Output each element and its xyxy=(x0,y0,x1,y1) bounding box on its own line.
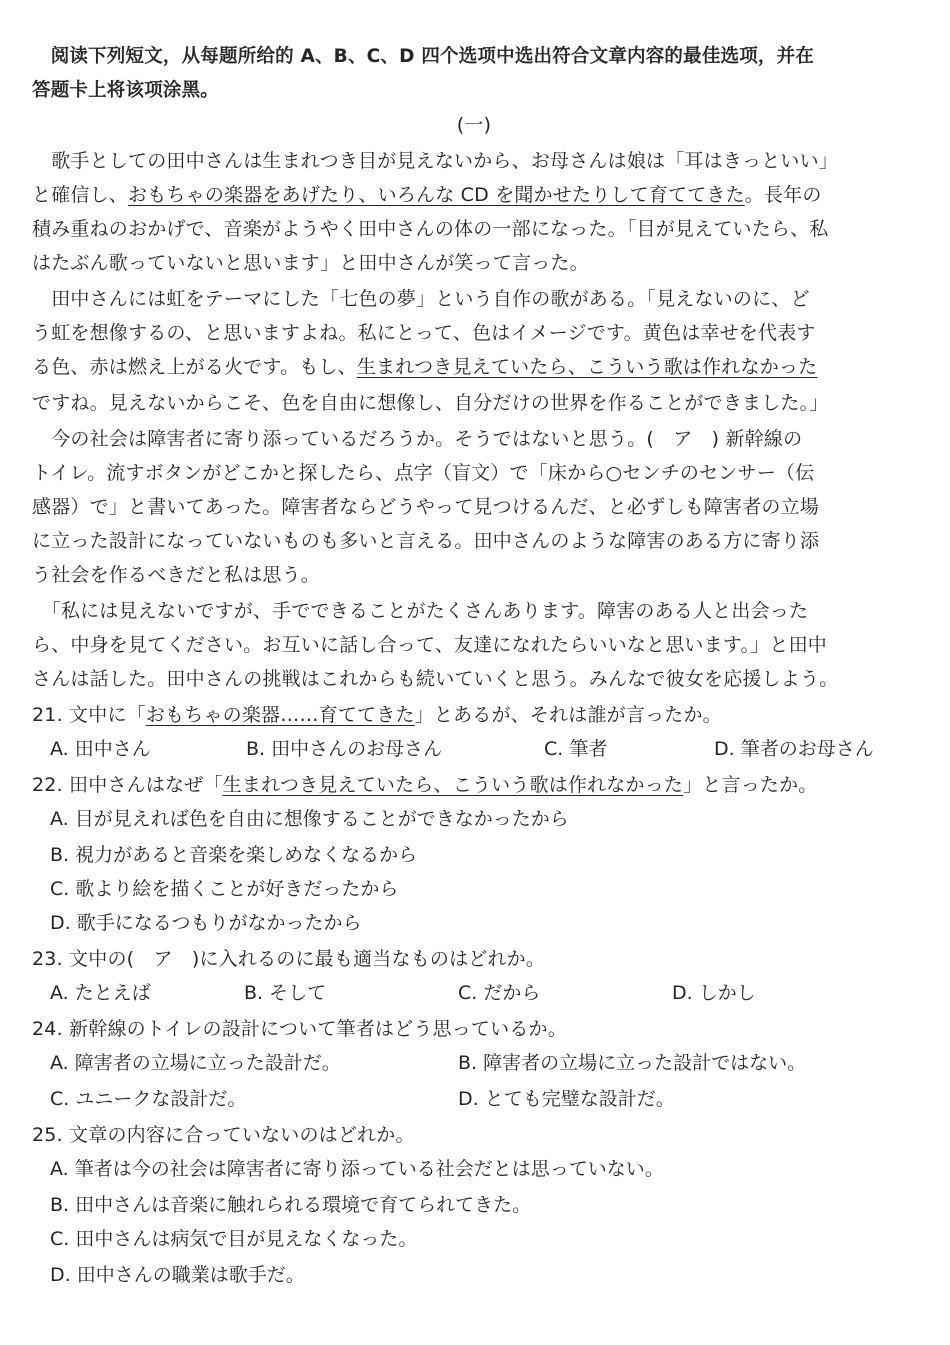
question-24-options-cd xyxy=(50,1082,910,1116)
option-b: B. 田中さんは音楽に触れられる環境で育てられてきた。 xyxy=(50,1194,532,1216)
passage-line: う虹を想像するの、と思いますよね。私にとって、色はイメージです。黄色は幸せを代表す xyxy=(32,322,816,344)
passage-line: はたぶん歌っていないと思います」と田中さんが笑って言った。 xyxy=(32,252,589,274)
option-d: D. 筆者のお母さん xyxy=(714,738,874,760)
passage-line: ら、中身を見てください。お互いに話し合って、友達になれたらいいなと思います。」と田中 xyxy=(32,634,828,656)
passage-line: う社会を作るべきだと私は思う。 xyxy=(32,564,321,586)
option-c: C. 田中さんは病気で目が見えなくなった。 xyxy=(50,1228,418,1250)
question-25-option-d xyxy=(50,1258,910,1292)
underlined-phrase: おもちゃの楽器……育ててきた xyxy=(145,704,415,726)
passage-line xyxy=(32,350,916,384)
question-22-option-c xyxy=(50,872,910,906)
option-a: A. 目が見えれば色を自由に想像することができなかったから xyxy=(50,808,569,830)
question-25-option-a xyxy=(50,1152,910,1186)
option-a: A. たとえば xyxy=(50,982,151,1004)
question-21-stem xyxy=(32,698,916,732)
question-23-options xyxy=(50,976,910,1010)
question-25-option-c xyxy=(50,1222,910,1256)
underlined-phrase: おもちゃの楽器をあげたり、いろんな CD を聞かせたりして育ててきた xyxy=(128,184,745,206)
question-22-option-d xyxy=(50,906,910,940)
question-text: 」と言ったか。 xyxy=(683,774,818,796)
passage-line: に立った設計になっていないものも多いと言える。田中さんのような障害のある方に寄り添 xyxy=(32,530,820,552)
passage-line: 積み重ねのおかげで、音楽がようやく田中さんの体の一部になった。「目が見えていたら、私 xyxy=(32,218,829,240)
passage-text: 。長年の xyxy=(744,184,822,206)
question-25-option-b xyxy=(50,1188,910,1222)
option-b: B. 田中さんのお母さん xyxy=(246,738,443,760)
instructions-line-2: 答题卡上将该项涂黑。 xyxy=(32,80,220,101)
passage-line: 歌手としての田中さんは生まれつき目が見えないから、お母さんは娘は「耳はきっといい」 xyxy=(32,150,839,172)
option-c: C. だから xyxy=(458,982,541,1004)
instructions-line-1: 阅读下列短文，从每题所给的 A、B、C、D 四个选项中选出符合文章内容的最佳选项，并在 xyxy=(32,46,815,67)
question-24-options-ab xyxy=(50,1046,910,1080)
question-text: 21. 文中に「 xyxy=(32,704,146,726)
option-b: B. 視力があると音楽を楽しめなくなるから xyxy=(50,844,418,866)
option-a: A. 田中さん xyxy=(50,738,151,760)
passage-line: さんは話した。田中さんの挑戦はこれからも続いていくと思う。みんなで彼女を応援しよう。 xyxy=(32,668,839,690)
option-a: A. 筆者は今の社会は障害者に寄り添っている社会だとは思っていない。 xyxy=(50,1158,664,1180)
passage-text: と確信し、 xyxy=(32,184,129,206)
passage-line xyxy=(32,178,916,212)
passage-text: る色、赤は燃え上がる火です。もし、 xyxy=(32,356,357,378)
question-text: 22. 田中さんはなぜ「 xyxy=(32,774,223,796)
passage-line: 感器）で」と書いてあった。障害者ならどうやって見つけるんだ、と必ずしも障害者の立場 xyxy=(32,496,820,518)
question-23-stem: 23. 文中の( ア )に入れるのに最も適当なものはどれか。 xyxy=(32,948,546,970)
question-22-option-a xyxy=(50,802,910,836)
passage-line: 田中さんには虹をテーマにした「七色の夢」という自作の歌がある。「見えないのに、ど xyxy=(32,288,810,310)
question-25-stem: 25. 文章の内容に合っていないのはどれか。 xyxy=(32,1124,415,1146)
option-d: D. 田中さんの職業は歌手だ。 xyxy=(50,1264,305,1286)
passage-line: トイレ。流すボタンがどこかと探したら、点字（盲文）で「床から○センチのセンサー（伝 xyxy=(32,462,815,484)
underlined-phrase: 生まれつき見えていたら、こういう歌は作れなかった xyxy=(356,356,818,378)
option-c: C. ユニークな設計だ。 xyxy=(50,1088,247,1110)
passage-line: ですね。見えないからこそ、色を自由に想像し、自分だけの世界を作ることができました。」 xyxy=(32,392,829,414)
option-d: D. とても完璧な設計だ。 xyxy=(458,1088,675,1110)
question-22-option-b xyxy=(50,838,910,872)
question-24-stem: 24. 新幹線のトイレの設計について筆者はどう思っているか。 xyxy=(32,1018,567,1040)
option-c: C. 歌より絵を描くことが好きだったから xyxy=(50,878,399,900)
section-title: (一) xyxy=(456,114,492,136)
option-a: A. 障害者の立場に立った設計だ。 xyxy=(50,1052,341,1074)
option-d: D. しかし xyxy=(672,982,756,1004)
underlined-phrase: 生まれつき見えていたら、こういう歌は作れなかった xyxy=(222,774,684,796)
question-text: 」とあるが、それは誰が言ったか。 xyxy=(414,704,722,726)
passage-line: 今の社会は障害者に寄り添っているだろうか。そうではないと思う。( ア ) 新幹線の xyxy=(32,428,803,450)
passage-line: 「私には見えないですが、手でできることがたくさんあります。障害のある人と出会った xyxy=(32,600,809,622)
question-22-stem xyxy=(32,768,916,802)
question-21-options xyxy=(50,732,910,766)
option-b: B. 障害者の立場に立った設計ではない。 xyxy=(458,1052,807,1074)
option-b: B. そして xyxy=(244,982,327,1004)
option-d: D. 歌手になるつもりがなかったから xyxy=(50,912,362,934)
option-c: C. 筆者 xyxy=(544,738,608,760)
